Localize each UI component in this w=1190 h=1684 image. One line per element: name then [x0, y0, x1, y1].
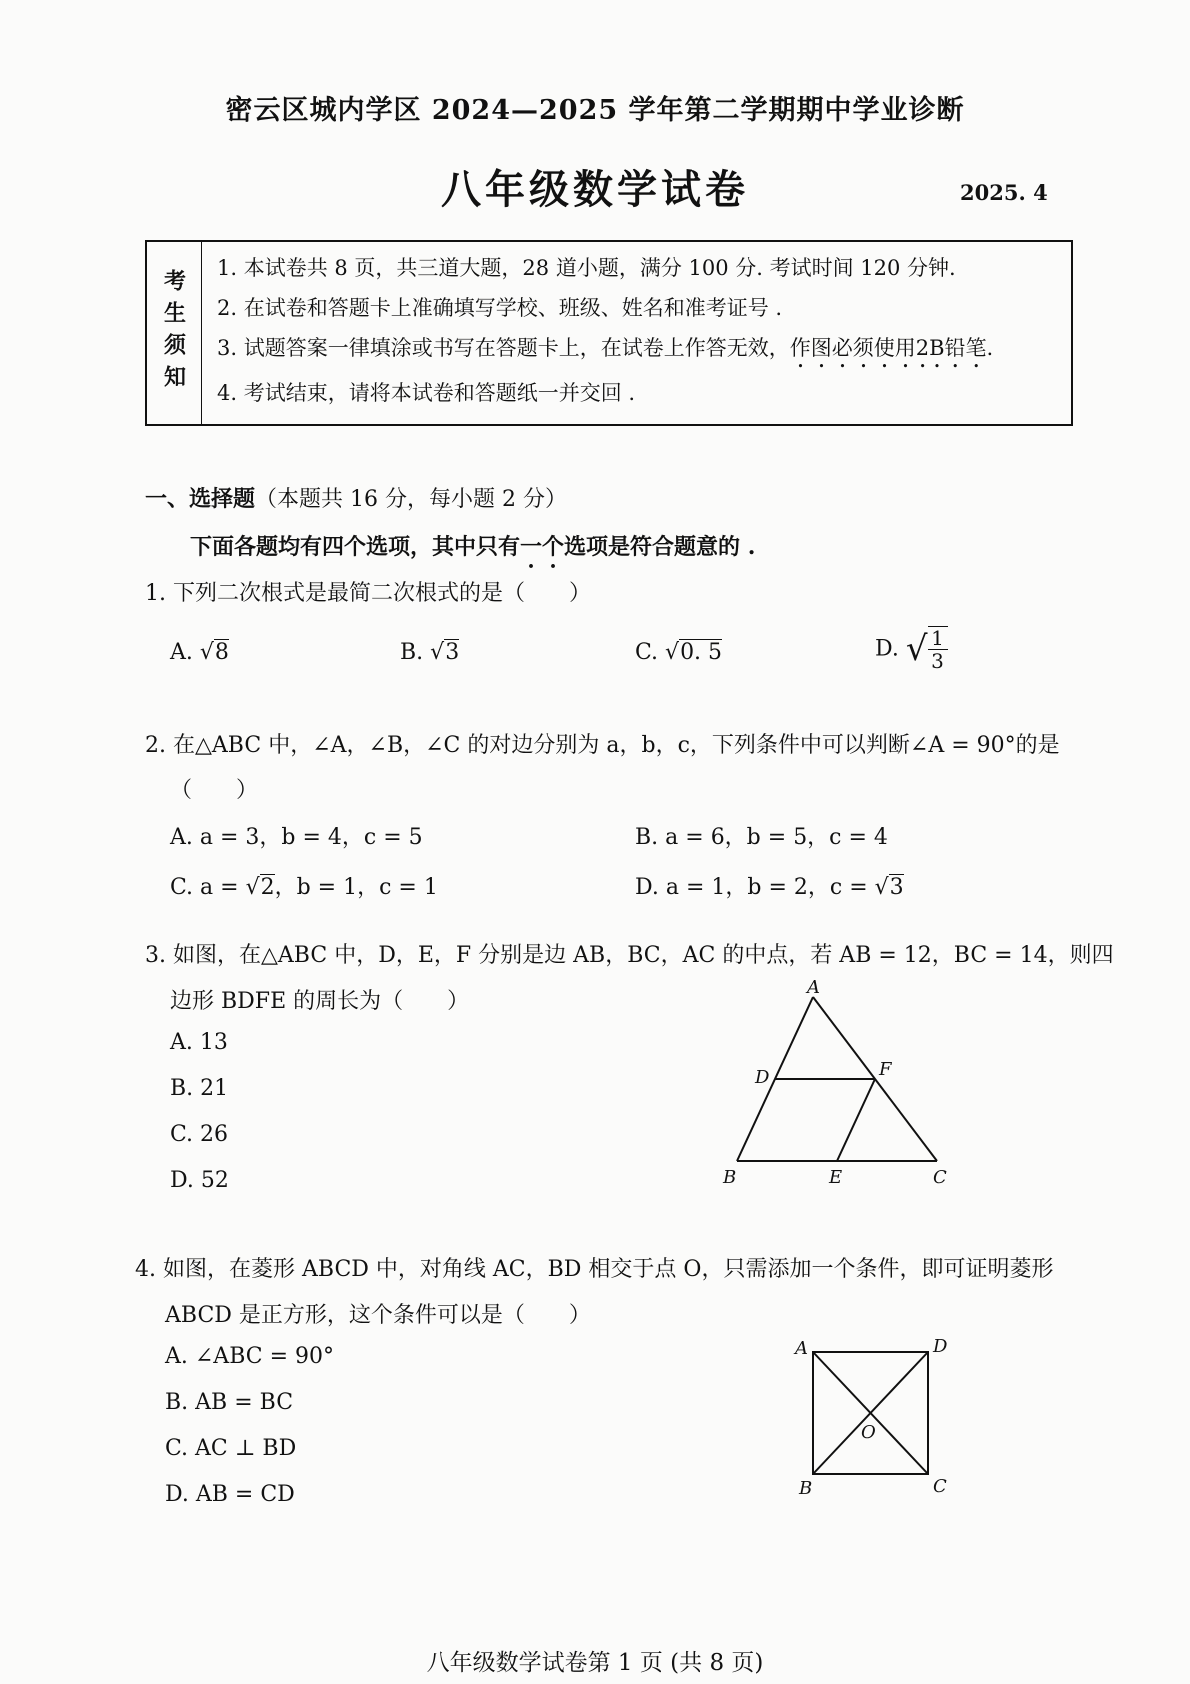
- q4-label-c: C: [933, 1476, 947, 1497]
- q2-stem: 2. 在△ABC 中，∠A，∠B，∠C 的对边分别为 a，b，c，下列条件中可以判断∠A = 90°的是: [145, 733, 1060, 758]
- q3-label-d: D: [755, 1067, 770, 1088]
- notice-item-3: 3. 试题答案一律填涂或书写在答题卡上，在试卷上作答无效，作图必须使用2B铅笔.: [217, 336, 994, 360]
- notice-item-3-emphasis: 作图必须使用2B铅笔.: [789, 336, 994, 360]
- q3-stem-line2: 边形 BDFE 的周长为（ ）: [170, 989, 470, 1014]
- section-1-instruction: 下面各题均有四个选项，其中只有一个选项是符合题意的 .: [190, 534, 756, 560]
- q4-label-o: O: [861, 1422, 876, 1443]
- q3-option-a: A. 13: [170, 1030, 228, 1055]
- q2-paren: （ ）: [170, 778, 259, 803]
- q4-square-figure: [785, 1330, 965, 1500]
- page-footer: 八年级数学试卷第 1 页 (共 8 页): [426, 1650, 764, 1676]
- q4-label-a: A: [795, 1338, 808, 1359]
- q3-label-a: A: [807, 977, 820, 998]
- notice-item-1: 1. 本试卷共 8 页，共三道大题，28 道小题，满分 100 分. 考试时间 120 分钟.: [217, 256, 956, 280]
- q4-stem-line1: 4. 如图，在菱形 ABCD 中，对角线 AC，BD 相交于点 O，只需添加一个条件，即可证明菱形: [135, 1257, 1054, 1282]
- q2-option-c: C. a = √2，b = 1，c = 1: [170, 875, 438, 900]
- notice-label: 考生须知: [147, 242, 202, 424]
- q3-option-b: B. 21: [170, 1076, 229, 1101]
- q2-option-a: A. a = 3，b = 4，c = 5: [170, 825, 423, 850]
- q1-option-a: A. √8: [170, 640, 229, 665]
- notice-item-4: 4. 考试结束，请将本试卷和答题纸一并交回 .: [217, 381, 636, 405]
- notice-box: [145, 240, 1073, 426]
- q1-option-c: C. √0. 5: [635, 640, 723, 665]
- notice-item-2: 2. 在试卷和答题卡上准确填写学校、班级、姓名和准考证号 .: [217, 296, 783, 320]
- q3-label-c: C: [933, 1167, 947, 1188]
- q4-option-a: A. ∠ABC = 90°: [165, 1344, 335, 1369]
- exam-title: 八年级数学试卷: [441, 166, 749, 213]
- section-1-heading: 一、选择题（本题共 16 分，每小题 2 分）: [145, 486, 567, 512]
- q3-label-f: F: [879, 1059, 892, 1080]
- q3-option-d: D. 52: [170, 1168, 229, 1193]
- q3-stem-line1: 3. 如图，在△ABC 中，D，E，F 分别是边 AB，BC，AC 的中点，若 AB = 12，BC = 14，则四: [145, 943, 1114, 968]
- q1-stem: 1. 下列二次根式是最简二次根式的是（ ）: [145, 581, 591, 606]
- q4-label-b: B: [799, 1478, 813, 1499]
- q2-option-d: D. a = 1，b = 2，c = √3: [635, 875, 904, 900]
- exam-date: 2025. 4: [960, 180, 1048, 205]
- q4-option-d: D. AB = CD: [165, 1482, 295, 1507]
- q4-label-d: D: [933, 1336, 948, 1357]
- q3-option-c: C. 26: [170, 1122, 229, 1147]
- q3-label-e: E: [829, 1167, 843, 1188]
- q4-option-b: B. AB = BC: [165, 1390, 294, 1415]
- q4-option-c: C. AC ⊥ BD: [165, 1436, 297, 1461]
- q2-option-b: B. a = 6，b = 5，c = 4: [635, 825, 888, 850]
- q1-option-b: B. √3: [400, 640, 460, 665]
- q1-option-d: D. √ $\frac{1}{3}$: [875, 626, 948, 672]
- q3-triangle-figure: [715, 975, 955, 1190]
- exam-subtitle: 密云区城内学区 2024—2025 学年第二学期期中学业诊断: [225, 95, 965, 126]
- q4-stem-line2: ABCD 是正方形，这个条件可以是（ ）: [165, 1303, 591, 1328]
- q3-label-b: B: [723, 1167, 737, 1188]
